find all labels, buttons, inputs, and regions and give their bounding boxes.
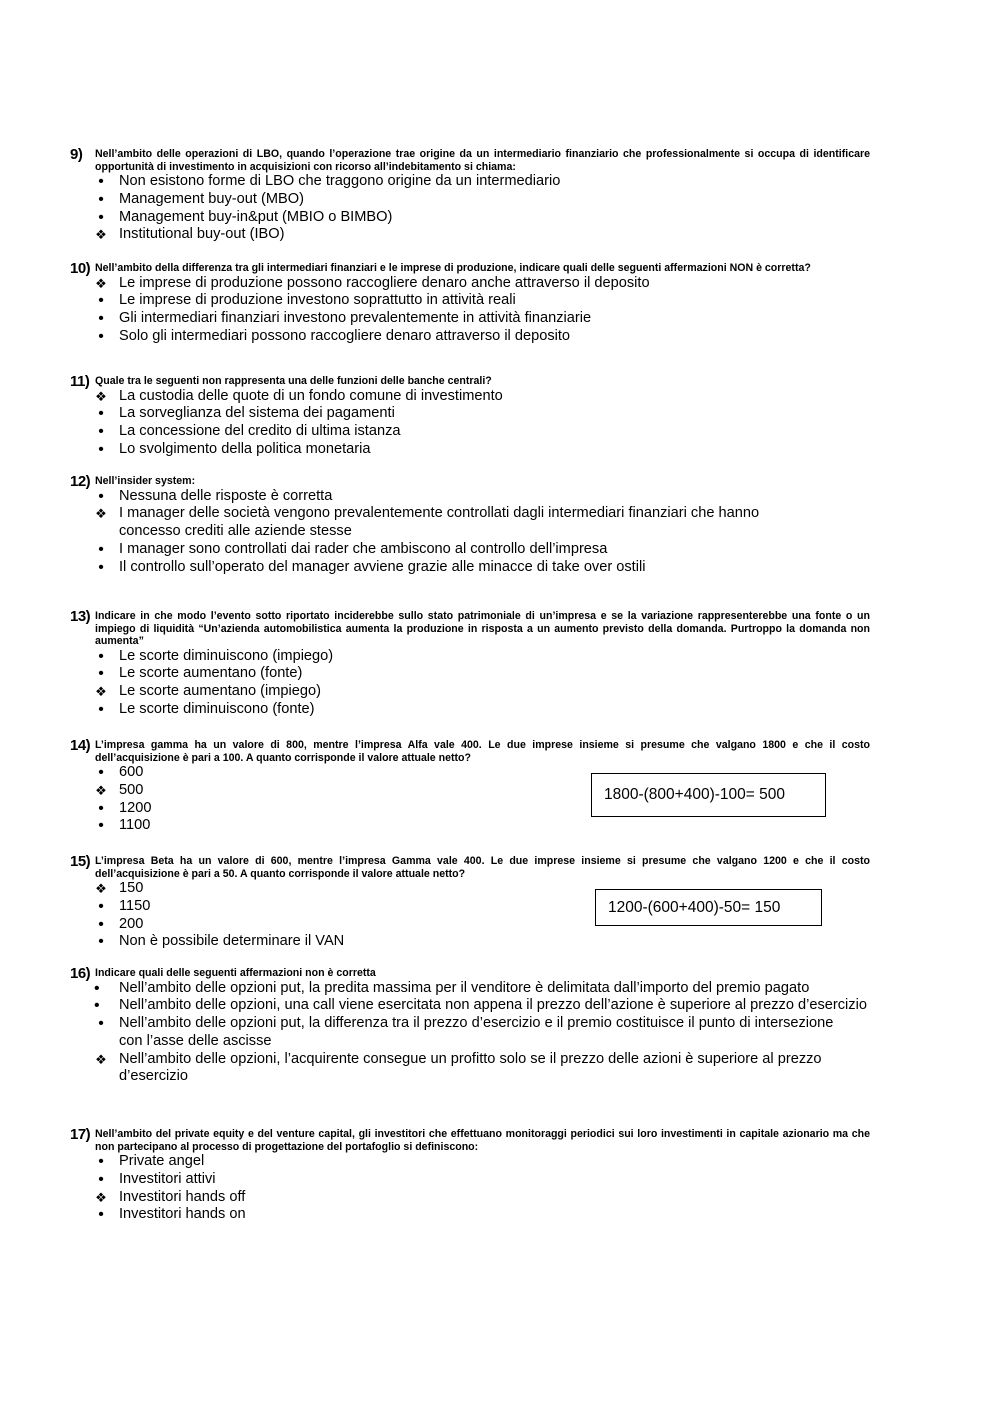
list-item: [119, 1051, 839, 1087]
option-text: Institutional buy-out (IBO): [119, 226, 285, 243]
bullet-icon: [94, 191, 108, 209]
list-item: [119, 209, 870, 227]
question-header: [70, 739, 870, 764]
bullet-icon: [94, 559, 108, 577]
option-text: Gli intermediari finanziari investono prevalentemente in attività finanziarie: [119, 310, 592, 327]
bullet-icon: [94, 800, 108, 818]
option-text: Investitori attivi: [119, 1170, 216, 1187]
option-text: Le imprese di produzione possono raccogliere denaro anche attraverso il deposito: [119, 274, 650, 291]
list-item: [119, 173, 870, 191]
list-item: [119, 1171, 870, 1189]
list-item: [119, 648, 870, 666]
option-text: Le scorte aumentano (impiego): [119, 683, 321, 700]
list-item: [119, 505, 819, 541]
bullet-icon: [94, 916, 108, 934]
bullet-icon: [94, 1206, 108, 1224]
diamond-bullet-icon: [94, 388, 108, 406]
option-text: I manager delle società vengono prevalentemente controllati dagli intermediari finanziari che hanno concesso crediti alle aziende stesse: [119, 505, 760, 540]
list-item: [119, 423, 870, 441]
option-text: Le scorte aumentano (fonte): [119, 665, 303, 682]
option-list: [70, 173, 870, 244]
question-number: 12): [70, 473, 91, 490]
option-text: Non esistono forme di LBO che traggono origine da un intermediario: [119, 173, 561, 189]
question-number: 11): [70, 373, 90, 390]
option-text: Solo gli intermediari possono raccogliere denaro attraverso il deposito: [119, 327, 571, 344]
diamond-bullet-icon: [94, 782, 108, 800]
option-text: Private angel: [119, 1153, 205, 1169]
bullet-icon: [94, 488, 108, 506]
list-item: [119, 191, 870, 209]
question-12: [70, 475, 870, 576]
list-item: [119, 933, 870, 951]
question-text: L’impresa Beta ha un valore di 600, mentre l’impresa Gamma vale 400. Le due imprese insieme si presume che valgano 1200 e che il costo dell’acquisizione è pari a 50. A quanto corrisponde il valore attuale netto?: [95, 855, 870, 880]
question-text: Indicare in che modo l’evento sotto riportato inciderebbe sullo stato patrimoniale di un’impresa e se la variazione rappresenterebbe una fonte o un impiego di liquidità “Un’azienda automobilistica aumenta la produzione in risposta a un aumento previsto della domanda. Purtroppo la domanda non aumenta”: [95, 610, 870, 647]
option-text: Nell’ambito delle opzioni, l’acquirente consegue un profitto solo se il prezzo delle azioni è superiore al prezzo d’esercizio: [119, 1050, 822, 1085]
option-text: Nell’ambito delle opzioni put, la differenza tra il prezzo d’esercizio e il premio costituisce il punto di intersezione con l’asse delle ascisse: [119, 1015, 834, 1049]
option-text: Nell’ambito delle opzioni put, la predita massima per il venditore è delimitata dall’importo del premio pagato: [119, 979, 810, 996]
list-item: [119, 405, 870, 423]
option-text: Le scorte diminuiscono (impiego): [119, 647, 334, 664]
list-item: [119, 328, 870, 346]
list-item: [119, 701, 870, 719]
option-text: Il controllo sull’operato del manager avviene grazie alle minacce di take over ostili: [119, 558, 646, 575]
bullet-icon: [94, 701, 108, 719]
bullet-icon: [94, 292, 108, 310]
bullet-icon: [94, 980, 108, 998]
question-13: [70, 610, 870, 719]
option-list: [70, 388, 870, 459]
diamond-bullet-icon: [94, 1051, 108, 1069]
question-number: 15): [70, 853, 91, 870]
question-text: Nell’ambito delle operazioni di LBO, quando l’operazione trae origine da un intermediario finanziario che professionalmente si occupa di identificare opportunità di investimento in acquisizioni con ricorso all’indebitamento si chiama:: [95, 148, 870, 173]
bullet-icon: [94, 933, 108, 951]
option-text: Nell’ambito delle opzioni, una call viene esercitata non appena il prezzo dell’azione è superiore al prezzo d’esercizio: [119, 997, 867, 1014]
bullet-icon: [94, 441, 108, 459]
list-item: [119, 665, 870, 683]
bullet-icon: [94, 405, 108, 423]
option-text: 1200: [119, 799, 152, 816]
option-text: Le imprese di produzione investono soprattutto in attività reali: [119, 292, 516, 309]
bullet-icon: [94, 764, 108, 782]
list-item: [119, 980, 870, 998]
option-text: I manager sono controllati dai rader che ambiscono al controllo dell’impresa: [119, 540, 608, 557]
bullet-icon: [94, 1153, 108, 1171]
list-item: [119, 488, 830, 506]
bullet-icon: [94, 648, 108, 666]
option-text: Nessuna delle risposte è corretta: [119, 487, 333, 504]
option-text: 500: [119, 781, 144, 798]
bullet-icon: [94, 817, 108, 835]
list-item: [119, 1189, 870, 1207]
question-9: [70, 148, 870, 244]
question-header: [70, 375, 870, 388]
question-header: [70, 148, 870, 173]
question-header: [70, 610, 870, 648]
bullet-icon: [94, 1015, 108, 1033]
calculation-text: 1800-(800+400)-100= 500: [604, 786, 785, 803]
option-list: [70, 275, 870, 346]
list-item: [119, 292, 870, 310]
question-text: Nell’ambito del private equity e del venture capital, gli investitori che effettuano monitoraggi periodici sui loro investimenti in capitale azionario ma che non partecipano al processo di progettazione del portafoglio si definiscono:: [95, 1128, 870, 1153]
question-text: L’impresa gamma ha un valore di 800, mentre l’impresa Alfa vale 400. Le due imprese insieme si presume che valgano 1800 e che il costo dell’acquisizione è pari a 100. A quanto corrisponde il valore attuale netto?: [95, 739, 870, 764]
question-header: [70, 855, 870, 880]
bullet-icon: [94, 173, 108, 191]
option-text: Le scorte diminuiscono (fonte): [119, 700, 315, 717]
question-number: 13): [70, 608, 91, 625]
option-list: [70, 1153, 870, 1224]
list-item: [119, 997, 870, 1015]
question-11: [70, 375, 870, 459]
list-item: [119, 310, 870, 328]
bullet-icon: [94, 1171, 108, 1189]
diamond-bullet-icon: [94, 226, 108, 244]
diamond-bullet-icon: [94, 275, 108, 293]
bullet-icon: [94, 328, 108, 346]
question-header: [70, 475, 870, 488]
list-item: [119, 1015, 849, 1051]
option-text: Investitori hands off: [119, 1188, 246, 1205]
bullet-icon: [94, 209, 108, 227]
list-item: [119, 1153, 870, 1171]
option-text: Management buy-out (MBO): [119, 190, 304, 207]
question-text: Nell’ambito della differenza tra gli intermediari finanziari e le imprese di produzione, indicare quali delle seguenti affermazioni NON è corretta?: [95, 262, 811, 274]
question-number: 14): [70, 737, 91, 754]
list-item: [119, 817, 870, 835]
option-text: Non è possibile determinare il VAN: [119, 933, 345, 950]
option-text: Investitori hands on: [119, 1206, 246, 1223]
list-item: [119, 226, 870, 244]
option-text: Management buy-in&put (MBIO o BIMBO): [119, 208, 393, 225]
diamond-bullet-icon: [94, 505, 108, 523]
calculation-box: [591, 773, 826, 817]
bullet-icon: [94, 997, 108, 1015]
question-header: [70, 967, 870, 980]
question-text: Quale tra le seguenti non rappresenta una delle funzioni delle banche centrali?: [95, 375, 492, 387]
question-number: 9): [70, 146, 83, 163]
diamond-bullet-icon: [94, 880, 108, 898]
question-16: [70, 967, 870, 1086]
diamond-bullet-icon: [94, 1189, 108, 1207]
bullet-icon: [94, 541, 108, 559]
bullet-icon: [94, 423, 108, 441]
bullet-icon: [94, 665, 108, 683]
option-text: 150: [119, 880, 144, 896]
option-list: [70, 488, 830, 577]
option-list: [70, 648, 870, 719]
list-item: [119, 541, 830, 559]
list-item: [119, 275, 870, 293]
option-text: Lo svolgimento della politica monetaria: [119, 440, 371, 457]
calculation-text: 1200-(600+400)-50= 150: [608, 898, 781, 916]
diamond-bullet-icon: [94, 683, 108, 701]
question-text: Indicare quali delle seguenti affermazioni non è corretta: [95, 967, 376, 979]
list-item: [119, 559, 830, 577]
question-number: 17): [70, 1126, 91, 1143]
list-item: [119, 441, 870, 459]
calculation-box: [595, 889, 822, 926]
option-text: La custodia delle quote di un fondo comune di investimento: [119, 387, 503, 404]
question-10: [70, 262, 870, 346]
list-item: [119, 683, 870, 701]
option-text: 1100: [119, 817, 151, 834]
question-number: 10): [70, 260, 91, 277]
question-17: [70, 1128, 870, 1224]
option-list: [70, 980, 870, 1087]
option-text: La sorveglianza del sistema dei pagamenti: [119, 405, 395, 422]
question-number: 16): [70, 965, 91, 982]
question-header: [70, 262, 870, 275]
question-text: Nell’insider system:: [95, 475, 196, 487]
bullet-icon: [94, 310, 108, 328]
option-text: 600: [119, 764, 144, 780]
question-header: [70, 1128, 870, 1153]
list-item: [119, 1206, 870, 1224]
bullet-icon: [94, 898, 108, 916]
option-text: 200: [119, 915, 144, 932]
option-text: La concessione del credito di ultima istanza: [119, 423, 401, 440]
list-item: [119, 388, 870, 406]
option-text: 1150: [119, 897, 151, 914]
